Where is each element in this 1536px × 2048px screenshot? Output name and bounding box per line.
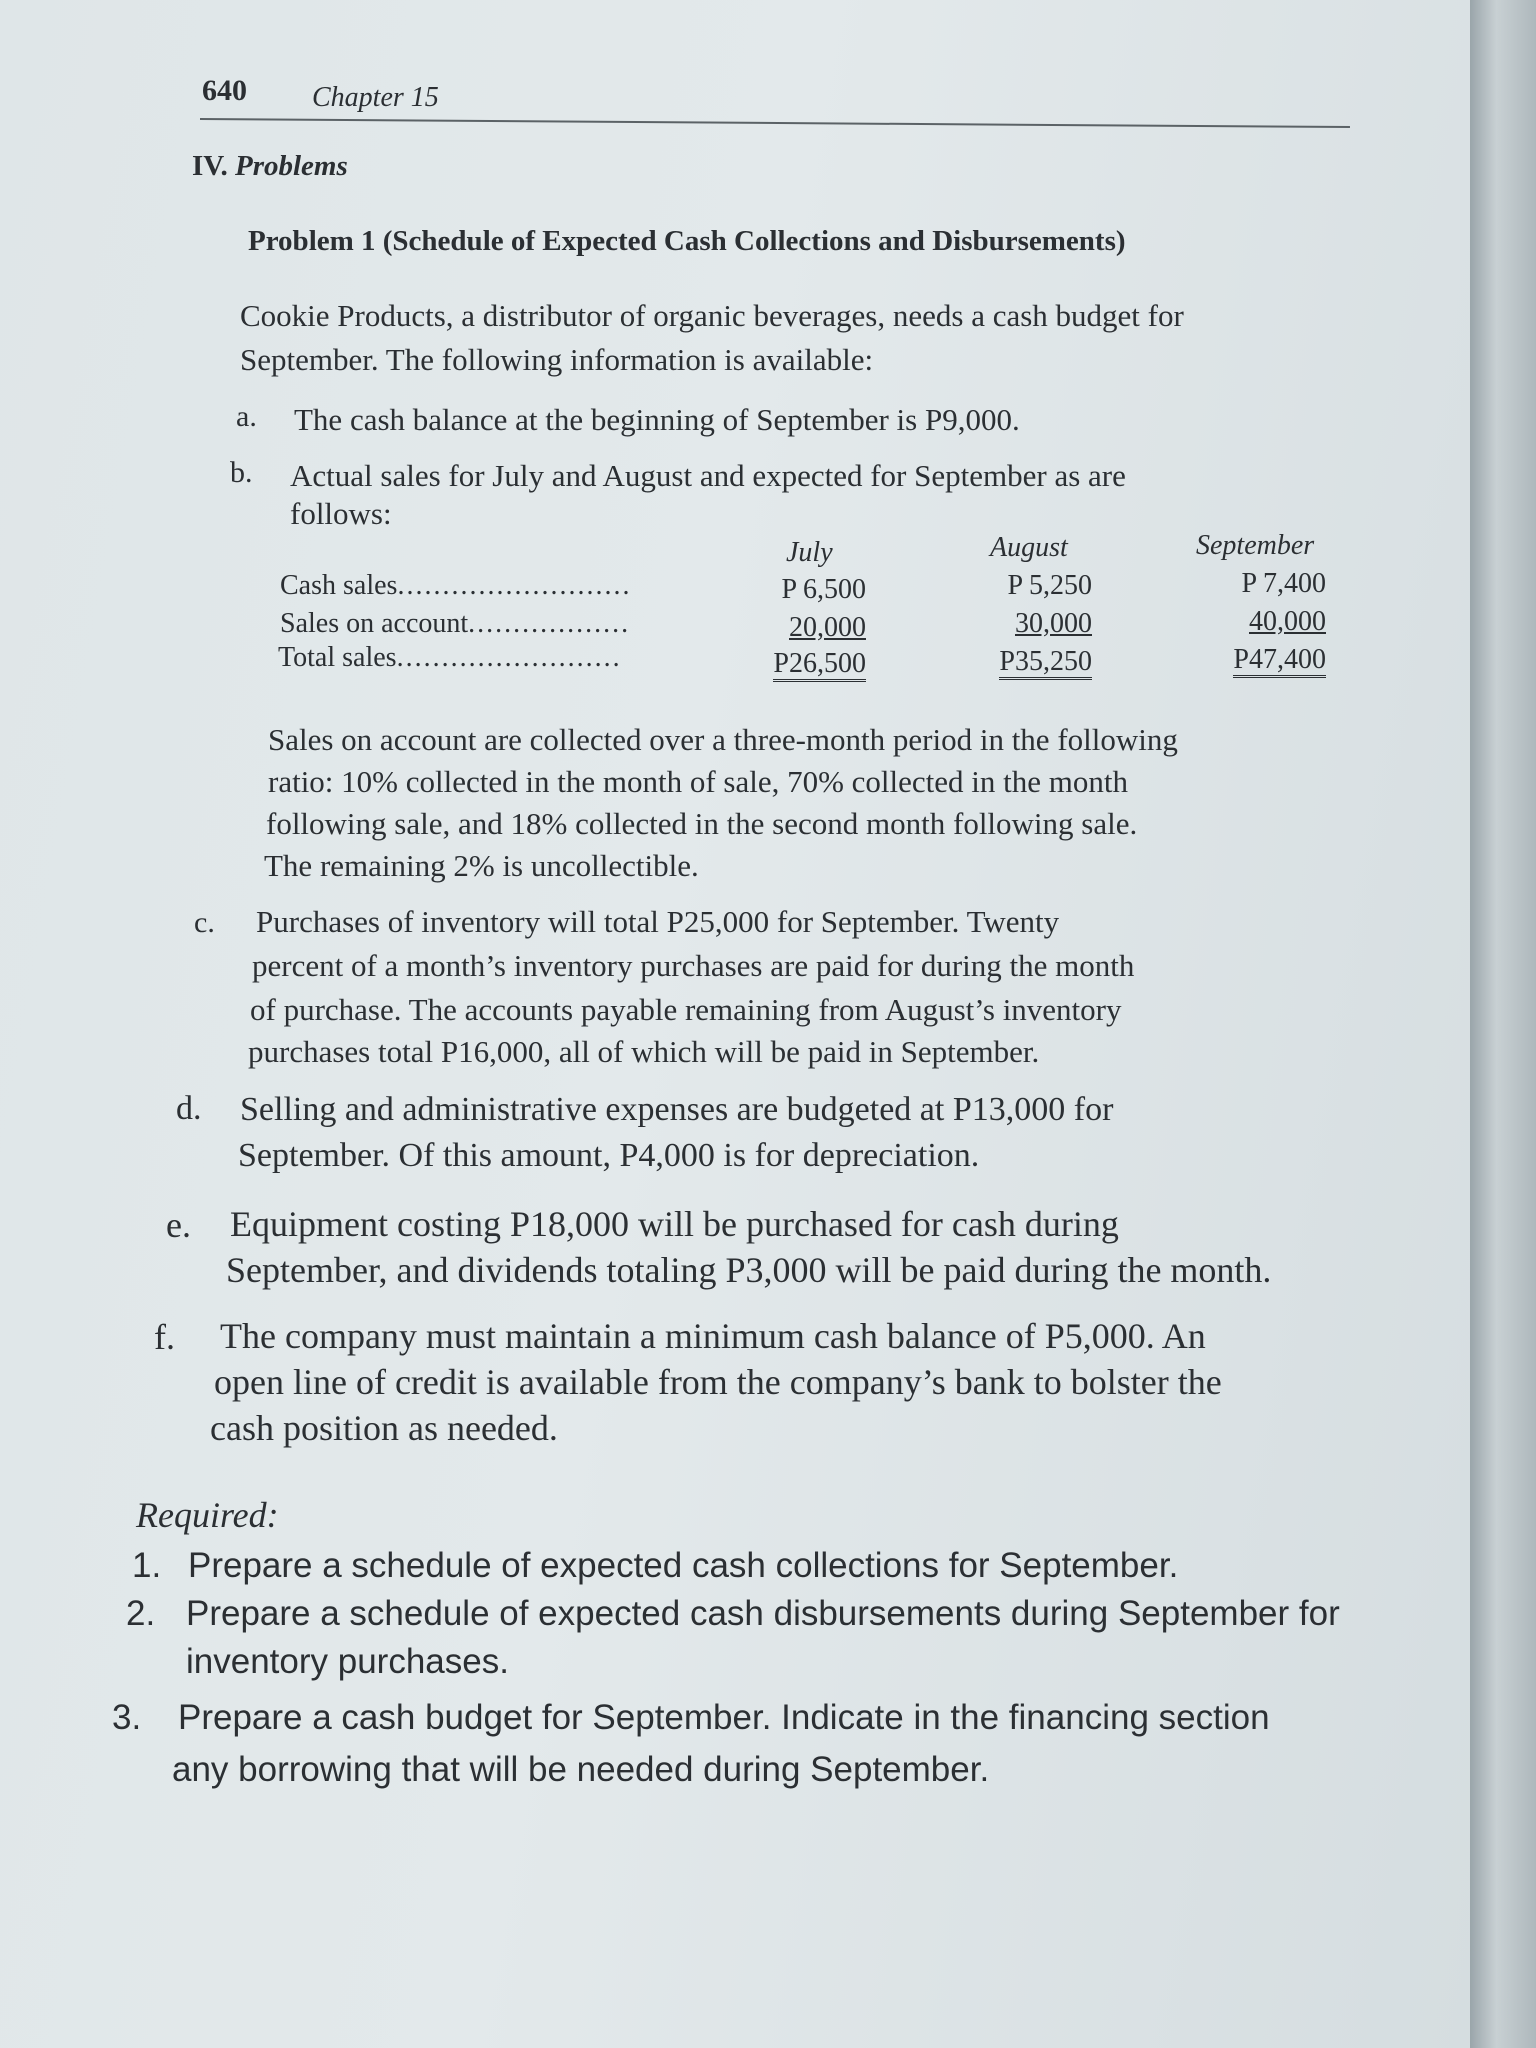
item-e-label: e.: [166, 1205, 191, 1245]
intro-line-2: September. The following information is available:: [240, 342, 874, 377]
table-cell: P26,500: [736, 648, 866, 680]
table-cell: P47,400: [1196, 644, 1326, 676]
item-e-line-1: Equipment costing P18,000 will be purchased for cash during: [230, 1204, 1119, 1244]
table-row-label: Sales on account..................: [280, 608, 631, 639]
table-cell: 30,000: [1015, 608, 1092, 639]
item-b-line-2: follows:: [290, 496, 392, 531]
next-page-edge: [1470, 0, 1536, 2048]
required-3-line-1: Prepare a cash budget for September. Indicate in the financing section: [178, 1698, 1270, 1737]
item-f-line-2: open line of credit is available from the company’s bank to bolster the: [214, 1362, 1222, 1402]
col-july: July: [786, 537, 833, 568]
table-row-label: Total sales.........................: [278, 642, 622, 673]
item-c-line-1: Purchases of inventory will total P25,000 for September. Twenty: [256, 904, 1060, 939]
item-d-line-2: September. Of this amount, P4,000 is for depreciation.: [238, 1137, 980, 1174]
required-1-num: 1.: [132, 1546, 162, 1585]
collection-line-2: ratio: 10% collected in the month of sale, 70% collected in the month: [268, 764, 1129, 799]
table-row-label: Cash sales..........................: [280, 570, 632, 601]
section-heading: [192, 150, 348, 183]
collection-line-3: following sale, and 18% collected in the second month following sale.: [266, 806, 1138, 841]
item-c-label: c.: [194, 906, 215, 939]
section-title: Problems: [235, 150, 348, 182]
required-3-num: 3.: [112, 1698, 142, 1737]
required-2-line-1: Prepare a schedule of expected cash disbursements during September for: [186, 1594, 1340, 1633]
collection-line-4: The remaining 2% is uncollectible.: [264, 848, 699, 883]
item-c-line-3: of purchase. The accounts payable remaining from August’s inventory: [250, 992, 1122, 1027]
item-f-label: f.: [154, 1317, 175, 1357]
item-c-line-2: percent of a month’s inventory purchases are paid for during the month: [252, 948, 1135, 983]
item-a-text: The cash balance at the beginning of September is P9,000.: [294, 402, 1020, 437]
item-a-label: a.: [236, 400, 257, 433]
required-2-line-2: inventory purchases.: [186, 1642, 509, 1681]
section-roman: IV.: [192, 150, 228, 182]
item-b-label: b.: [230, 456, 253, 489]
required-2-num: 2.: [126, 1594, 156, 1633]
col-september: September: [1196, 530, 1315, 561]
intro-line-1: Cookie Products, a distributor of organic beverages, needs a cash budget for: [240, 298, 1184, 333]
table-cell: P 5,250: [1007, 570, 1092, 601]
item-f-line-3: cash position as needed.: [210, 1408, 558, 1448]
item-f-line-1: The company must maintain a minimum cash balance of P5,000. An: [220, 1316, 1206, 1356]
item-d-label: d.: [176, 1090, 202, 1127]
required-heading: Required:: [136, 1495, 279, 1535]
item-e-line-2: September, and dividends totaling P3,000 will be paid during the month.: [226, 1250, 1272, 1290]
page-number: 640: [202, 74, 247, 107]
table-cell: P 6,500: [781, 574, 866, 605]
required-1-text: Prepare a schedule of expected cash collections for September.: [188, 1546, 1179, 1585]
col-august: August: [990, 532, 1068, 563]
item-c-line-4: purchases total P16,000, all of which will be paid in September.: [248, 1034, 1040, 1069]
item-b-line-1: Actual sales for July and August and expected for September as are: [290, 458, 1126, 493]
table-cell: P35,250: [962, 646, 1092, 678]
table-cell: 20,000: [789, 612, 866, 643]
item-d-line-1: Selling and administrative expenses are budgeted at P13,000 for: [240, 1091, 1114, 1128]
required-3-line-2: any borrowing that will be needed during September.: [172, 1750, 990, 1789]
collection-line-1: Sales on account are collected over a three-month period in the following: [268, 722, 1178, 757]
table-cell: P 7,400: [1241, 568, 1326, 599]
chapter-title: Chapter 15: [312, 82, 439, 113]
header-rule: [200, 118, 1350, 128]
table-cell: 40,000: [1249, 606, 1326, 637]
problem-title: Problem 1 (Schedule of Expected Cash Collections and Disbursements): [248, 225, 1126, 257]
